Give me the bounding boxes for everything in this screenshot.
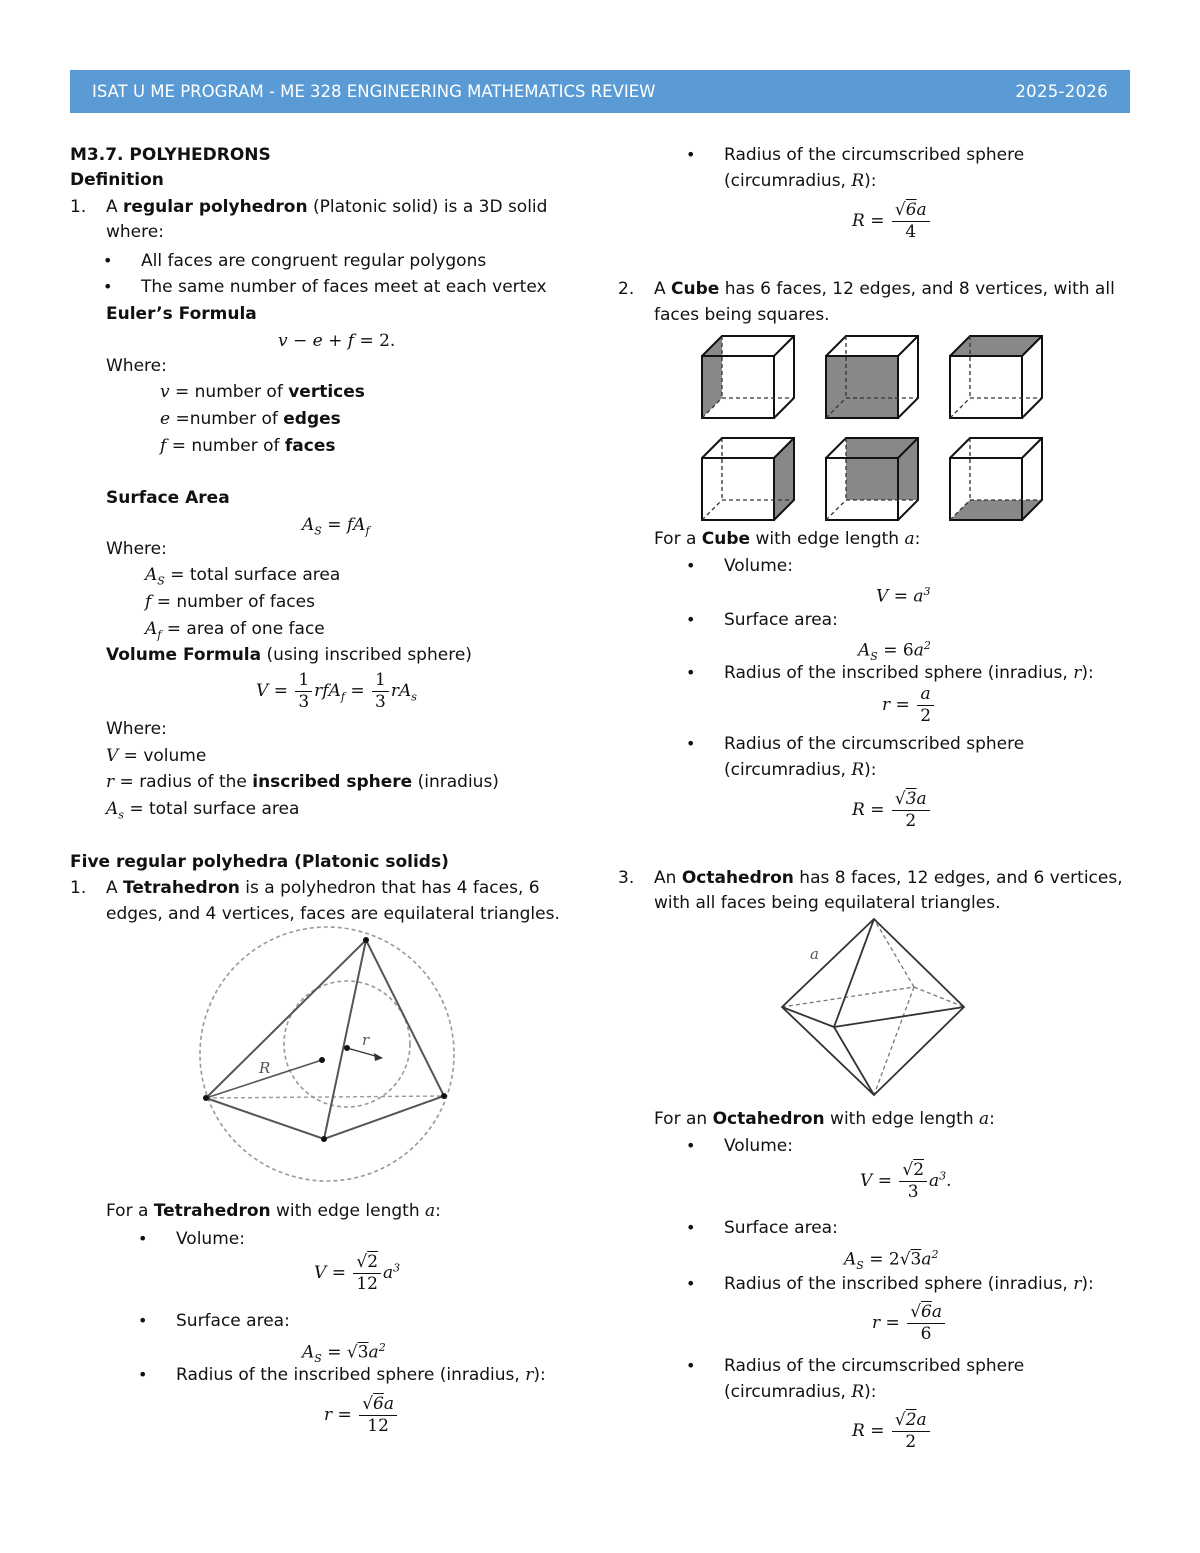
cube-inradius-label: • Radius of the inscribed sphere (inradius, r): <box>724 662 1094 684</box>
tetrahedron-edge <box>324 940 366 1139</box>
definition-continued: where: <box>106 222 164 242</box>
where-label: Where: <box>106 356 167 376</box>
cube-circumradius-label: • Radius of the circumscribed sphere <box>724 733 1024 755</box>
cube-volume-formula: $V = a^3$ <box>876 585 931 607</box>
vertex <box>363 937 369 943</box>
text: = volume <box>118 746 207 766</box>
cube-circumradius-formula: R = $\frac{√3a}{2}$ <box>852 789 932 832</box>
term: Octahedron <box>681 868 794 888</box>
cube-definition <box>654 278 1115 300</box>
tetrahedron-edges <box>206 940 444 1139</box>
tetrahedron-definition-continued: edges, and 4 vertices, faces are equilateral triangles. <box>106 904 560 924</box>
text: Radius of the inscribed sphere (inradius, <box>724 1274 1074 1294</box>
text: For a <box>106 1201 154 1221</box>
text: = number of <box>169 382 289 402</box>
text: (circumradius, <box>724 1382 852 1402</box>
text: (circumradius, <box>724 760 852 780</box>
text: A <box>654 279 672 299</box>
text: ): <box>533 1365 546 1385</box>
incenter-point <box>344 1045 350 1051</box>
octa-volume-formula: V = $\frac{√2}{3}$ $a^3$. <box>860 1160 952 1202</box>
term: Cube <box>701 529 751 549</box>
text: ): <box>1081 663 1094 683</box>
center-point <box>319 1057 325 1063</box>
regular-polyhedron-definition <box>106 196 547 218</box>
text: =number of <box>170 409 284 429</box>
tetrahedron-definition <box>106 877 540 899</box>
def-edges: e =number of edges <box>160 409 341 429</box>
cube-bottom-face-shaded <box>950 438 1042 520</box>
term: vertices <box>288 382 365 402</box>
text: ): <box>864 171 877 191</box>
text: = number of <box>166 436 285 456</box>
hidden-edge <box>874 987 914 1095</box>
cube-left-face-shaded <box>702 336 794 418</box>
item-number: 1. <box>70 197 87 217</box>
term: regular polyhedron <box>123 197 308 217</box>
item-number: 2. <box>618 279 635 299</box>
tetra-circumradius-formula: R = $\frac{√6a}{4}$ <box>852 200 932 243</box>
circumscribed-sphere <box>200 927 454 1181</box>
term: Tetrahedron <box>123 878 240 898</box>
label-a: a <box>810 945 819 963</box>
octahedron-properties-intro: For an Octahedron with edge length a: <box>654 1109 995 1129</box>
tetra-circumradius-label: • Radius of the circumscribed sphere <box>724 144 1024 166</box>
text: has 6 faces, 12 edges, and 8 vertices, with all <box>719 279 1115 299</box>
text: = number of faces <box>151 592 315 612</box>
edge <box>834 919 874 1027</box>
bullet-same-faces-vertex: • The same number of faces meet at each vertex <box>141 276 547 298</box>
text: A <box>106 197 124 217</box>
cube-definition-continued: faces being squares. <box>654 305 830 325</box>
text: with edge length <box>824 1109 980 1129</box>
def-volume: V = volume <box>106 746 207 766</box>
text: = radius of the <box>114 772 253 792</box>
def-inradius: r = radius of the inscribed sphere (inradius) <box>106 772 499 792</box>
octahedron-definition <box>654 867 1123 889</box>
where-label: Where: <box>106 719 167 739</box>
euler-formula: v − e + f = 2. <box>278 331 396 351</box>
text: (circumradius, <box>724 171 852 191</box>
inscribed-sphere <box>284 981 410 1107</box>
cube-right-face-shaded <box>702 438 794 520</box>
where-label: Where: <box>106 539 167 559</box>
octa-volume-label: • Volume: <box>724 1135 793 1157</box>
vertex <box>203 1095 209 1101</box>
page-header <box>70 70 1130 113</box>
octahedron-figure <box>778 915 968 1100</box>
term: Octahedron <box>712 1109 825 1129</box>
cube-inradius-formula: r = $\frac{a}{2}$ <box>882 684 936 727</box>
def-total-surface-area: $A_S$ = total surface area <box>145 565 341 588</box>
text: A <box>106 878 124 898</box>
arrow-head <box>374 1053 383 1061</box>
cube-front-face-shaded <box>826 336 918 418</box>
label-r: r <box>362 1031 370 1049</box>
octa-surface-formula: $A_S = 2√3a^2$ <box>844 1248 939 1273</box>
surface-area-formula: $A_S = fA_f$ <box>302 515 370 538</box>
term: inscribed sphere <box>252 772 413 792</box>
tetra-inradius-formula: r = $\frac{√6a}{12}$ <box>324 1394 399 1437</box>
def-vertices: v = number of vertices <box>160 382 365 402</box>
label-R: R <box>259 1059 271 1077</box>
text: (using inscribed sphere) <box>261 645 472 665</box>
cube-surface-label: • Surface area: <box>724 609 838 631</box>
text: An <box>654 868 682 888</box>
header-title: ISAT U ME PROGRAM - ME 328 ENGINEERING MATHEMATICS REVIEW <box>92 82 656 101</box>
text: = total surface area <box>123 799 300 819</box>
octa-inradius-label: • Radius of the inscribed sphere (inradius, r): <box>724 1273 1094 1295</box>
cube-properties-intro: For a Cube with edge length a: <box>654 529 921 549</box>
cube-circumradius-label-cont: (circumradius, R): <box>724 760 877 780</box>
vertex <box>321 1136 327 1142</box>
text: = total surface area <box>164 565 341 585</box>
text: with edge length <box>750 529 905 549</box>
hidden-edge <box>206 1096 444 1098</box>
cube-top-face-shaded <box>950 336 1042 418</box>
def-total-surface-area-2: $A_s$ = total surface area <box>106 799 300 822</box>
tetra-surface-label: • Surface area: <box>176 1310 290 1332</box>
def-number-of-faces: f = number of faces <box>145 592 315 612</box>
tetrahedron-figure <box>196 930 466 1175</box>
cube-volume-label: • Volume: <box>724 555 793 577</box>
octa-circumradius-formula: R = $\frac{√2a}{2}$ <box>852 1410 932 1453</box>
volume-formula-heading <box>106 644 472 666</box>
term: Volume Formula <box>106 645 262 665</box>
text: (Platonic solid) is a 3D solid <box>307 197 548 217</box>
term: Tetrahedron <box>153 1201 271 1221</box>
text: is a polyhedron that has 4 faces, 6 <box>239 878 540 898</box>
def-area-one-face: $A_f$ = area of one face <box>145 619 325 642</box>
item-number: 1. <box>70 878 87 898</box>
inradius-arrow <box>347 1048 379 1057</box>
term: Cube <box>671 279 720 299</box>
edge <box>834 1007 964 1027</box>
text: has 8 faces, 12 edges, and 6 vertices, <box>793 868 1123 888</box>
five-polyhedra-heading: Five regular polyhedra (Platonic solids) <box>70 852 449 872</box>
text: For an <box>654 1109 713 1129</box>
header-year: 2025-2026 <box>1015 82 1108 101</box>
section-title: M3.7. POLYHEDRONS <box>70 145 271 165</box>
text: For a <box>654 529 702 549</box>
text: Radius of the inscribed sphere (inradius, <box>724 663 1074 683</box>
euler-heading: Euler’s Formula <box>106 304 257 324</box>
cube-surface-formula: $A_S = 6a^2$ <box>858 639 931 664</box>
tetrahedron-properties-intro: For a Tetrahedron with edge length a: <box>106 1201 441 1221</box>
tetra-volume-formula: V = $\frac{√2}{12}$ $a^3$ <box>314 1252 401 1294</box>
tetra-circumradius-label-cont: (circumradius, R): <box>724 171 877 191</box>
octahedron-definition-continued: with all faces being equilateral triangles. <box>654 893 1001 913</box>
volume-formula: V = $\frac{1}{3}$ rfA$_f$ = $\frac{1}{3}$ $rA_s$ <box>256 670 417 712</box>
text: = area of one face <box>161 619 325 639</box>
tetra-surface-formula: $A_S = √3a^2$ <box>302 1341 386 1366</box>
text: ): <box>1081 1274 1094 1294</box>
vertex <box>441 1093 447 1099</box>
cube-figures <box>700 332 1050 522</box>
octa-surface-label: • Surface area: <box>724 1217 838 1239</box>
term: faces <box>284 436 336 456</box>
definition-heading: Definition <box>70 170 164 190</box>
item-number: 3. <box>618 868 635 888</box>
edge <box>834 1027 874 1095</box>
octa-circumradius-label-cont: (circumradius, R): <box>724 1382 877 1402</box>
text: with edge length <box>270 1201 425 1221</box>
text: Radius of the inscribed sphere (inradius, <box>176 1365 526 1385</box>
edge <box>782 1007 834 1027</box>
bullet-congruent-faces: • All faces are congruent regular polygons <box>141 250 486 272</box>
cube-back-face-shaded <box>826 438 918 520</box>
text: ): <box>864 1382 877 1402</box>
octa-inradius-formula: r = $\frac{√6a}{6}$ <box>872 1302 947 1345</box>
term: edges <box>283 409 341 429</box>
text: (inradius) <box>412 772 499 792</box>
text: ): <box>864 760 877 780</box>
def-faces: f = number of faces <box>160 436 336 456</box>
surface-area-heading: Surface Area <box>106 488 230 508</box>
tetra-inradius-label: • Radius of the inscribed sphere (inradius, r): <box>176 1364 546 1386</box>
octa-circumradius-label: • Radius of the circumscribed sphere <box>724 1355 1024 1377</box>
tetra-volume-label: • Volume: <box>176 1228 245 1250</box>
hidden-edge <box>914 987 964 1007</box>
